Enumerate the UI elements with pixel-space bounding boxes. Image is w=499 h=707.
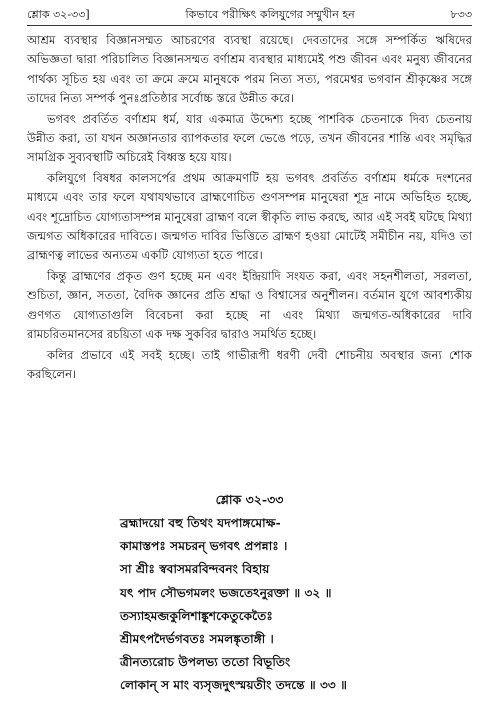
verse-line: যৎ পাদ সৌভগমলং ভজতেঽনুরক্তা ॥ ৩২ ॥ xyxy=(120,585,332,600)
paragraph: কলির প্রভাবে এই সবই হচ্ছে। তাই গাভীরূপী ধরণী দেবী শোচনীয় অবস্থার জন্য শোক করছিলেন। xyxy=(27,347,472,381)
page-header xyxy=(27,5,472,26)
verse-line: তস্যাহমব্জকুলিশাঙ্কুশকেতুকেতৈঃ xyxy=(120,608,273,623)
verse-reference: শ্লোক ৩২-৩৩] xyxy=(27,7,90,21)
sanskrit-verse xyxy=(120,512,469,698)
paragraph: কলিযুগে বিষধর কালসর্পের প্রথম আক্রমণটি হয় ভগবৎ প্রবর্তিত বর্ণাশ্রম ধর্মকে দংশনের মাধ্যমে এবং তার ফলে যথাযথভাবে ব্রাহ্মণোচিত গুণসম্পন্ন মানুষেরা শূদ্র নামে অভিহিত হচ্ছে, এবং শূদ্রোচিত যোগ্যতাসম্পন্ন মানুষেরা ব্রাহ্মণ বলে স্বীকৃতি লাভ করছে, আর এই সবই ঘটছে মিথ্যা জন্মগত অধিকারের দাবিতে। জন্মগত দাবির ভিত্তিতে ব্রাহ্মণ হওয়া মোটেই সমীচীন নয়, যদিও তা ব্রাহ্মণত্ব লাভের অন্যতম একটি যোগ্যতা হতে পারে। xyxy=(27,170,472,263)
purport-text xyxy=(27,31,472,385)
verse-line: কামাস্তপঃ সমচরন্ ভগবৎ প্রপন্নাঃ । xyxy=(120,539,288,554)
paragraph: কিন্তু ব্রাহ্মণের প্রকৃত গুণ হচ্ছে মন এবং ইন্দ্রিয়াদি সংযত করা, এবং সহনশীলতা, সরলতা, শুচিতা, জ্ঞান, সততা, বৈদিক জ্ঞানের প্রতি শ্রদ্ধা ও বিশ্বাসের অনুশীলন। বর্তমান যুগে আবশ্যকীয় গুণগত যোগ্যতাগুলি বিবেচনা করা হচ্ছে না এবং মিথ্যা জন্মগত-অধিকারের দাবি রামচরিতমানসের রচয়িতা এক দক্ষ সুকবির দ্বারাও সমর্থিত হচ্ছে। xyxy=(27,268,472,342)
verse-line: সা শ্রীঃ স্ববাসমরবিন্দবনং বিহায় xyxy=(120,562,270,577)
verse-line: শ্রীমৎপদৈর্ভগবতঃ সমলঙ্কৃতাঙ্গী । xyxy=(120,632,274,647)
page-number: ৮৩৩ xyxy=(450,7,472,21)
verse-line: লোকান্ স মাং ব্যসৃজদুৎস্ময়তীং তদন্তে ॥ ৩৩ ॥ xyxy=(120,678,347,693)
verse-line: ত্রীনত্যরোচ উপলভ্য ততো বিভূতিং xyxy=(120,655,291,670)
chapter-title: কিভাবে পরীক্ষিৎ কলিযুগের সম্মুখীন হন xyxy=(185,7,355,21)
paragraph: ভগবৎ প্রবর্তিত বর্ণাশ্রম ধর্ম, যার একমাত্র উদ্দেশ্য হচ্ছে পাশবিক চেতনাকে দিব্য চেতনায় উন্নীত করা, তা যখন অজ্ঞানতার ব্যাপকতার ফলে ভেঙে পড়ে, তখন জীবনের শান্তি এবং সমৃদ্ধির সামগ্রিক সুব্যবস্থাটি অচিরেই বিধ্বস্ত হয়ে যায়। xyxy=(27,111,472,165)
verse-title: শ্লোক ৩২-৩৩ xyxy=(215,492,284,507)
paragraph: আশ্রম ব্যবস্থার বিজ্ঞানসম্মত আচরণের ব্যবস্থা রয়েছে। দেবতাদের সঙ্গে সম্পর্কিত ঋষিদের অভিজ্ঞতা দ্বারা পরিচালিত বিজ্ঞানসম্মত বর্ণাশ্রম ব্যবস্থার মাধ্যমেই পশু জীবন এবং মনুষ্য জীবনের পার্থক্য সূচিত হয় এবং তা ক্রমে ক্রমে মানুষকে পরম নিত্য সত্য, পরমেশ্বর ভগবান শ্রীকৃষ্ণের সঙ্গে তাদের নিত্য সম্পর্ক পুনঃপ্রতিষ্ঠার সর্বোচ্চ স্তরে উন্নীত করে। xyxy=(27,33,472,106)
verse-line: ব্রহ্মাদয়ো বহু তিথং যদপাঙ্গমোক্ষ- xyxy=(120,516,281,530)
